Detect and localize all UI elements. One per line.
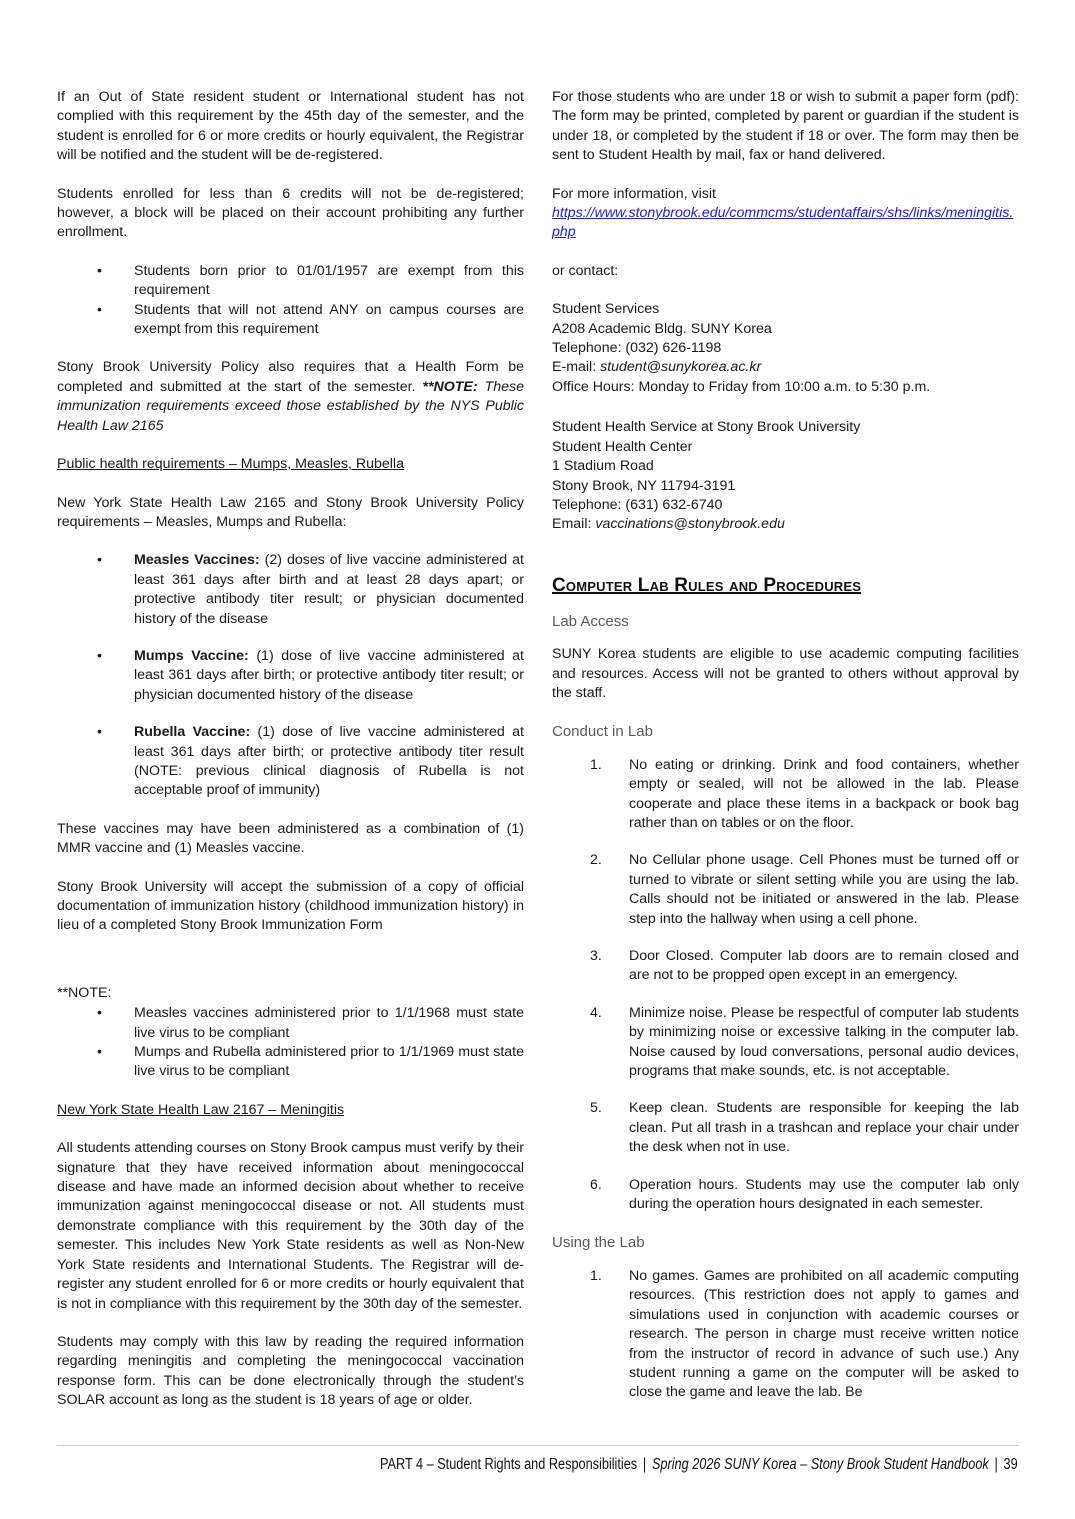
subheading-conduct-in-lab: Conduct in Lab <box>552 723 653 741</box>
email-label: Email: <box>552 516 596 533</box>
paragraph-documentation-submission: Stony Brook University will accept the submission of a copy of official documentation of immunization history (childhood immunization history) in lieu of a completed Stony Brook Immunization Form <box>57 878 524 934</box>
list-item <box>57 647 524 705</box>
vaccine-name-bold: Mumps Vaccine: <box>134 647 249 664</box>
footer-separator: | <box>643 1456 647 1473</box>
vaccine-bullet-list <box>57 551 524 800</box>
page-footer <box>380 1455 1018 1475</box>
vaccine-detail: (1) dose of live vaccine administered at least 361 days after birth; or protective antibody titer result; or physician documented history of the disease <box>134 647 524 703</box>
list-item: Operation hours. Students may use the computer lab only during the operation hours designated in each semester. <box>629 1176 1019 1213</box>
list-item: Minimize noise. Please be respectful of computer lab students by minimizing noise or excessive talking in the computer lab. Noise caused by loud conversations, personal audio devices, programs that make sounds, etc. is not acceptable. <box>629 1004 1019 1080</box>
paragraph-deregistration: If an Out of State resident student or International student has not complied with this requirement by the 45th day of the semester, and the student is enrolled for 6 or more credits or hourly equivalent, the Registrar will be notified and the student will be de-registered. <box>57 89 524 164</box>
contact-block-stony-brook <box>552 418 1019 534</box>
paragraph-health-form-note <box>57 358 524 436</box>
left-column <box>57 88 524 1430</box>
contact-phone: Telephone: (032) 626-1198 <box>552 340 722 357</box>
list-item <box>57 723 524 801</box>
vaccine-detail: (1) dose of live vaccine administered at least 361 days after birth; or protective antibody titer result (NOTE: previous clinical diagnosis of Rubella is not acceptable proof of immunity) <box>134 724 524 799</box>
footer-separator: | <box>994 1456 999 1473</box>
list-item: Keep clean. Students are responsible for keeping the lab clean. Put all trash in a trashcan and replace your chair under the desk when not in use. <box>629 1100 1019 1156</box>
footer-section-label: PART 4 – Student Rights and Responsibilities <box>380 1456 638 1473</box>
contact-name: Student Health Service at Stony Brook University <box>552 419 861 436</box>
or-contact-label: or contact: <box>552 262 619 279</box>
footer-handbook-title: Spring 2026 SUNY Korea – Stony Brook Student Handbook <box>652 1456 990 1473</box>
vaccine-name-bold: Rubella Vaccine: <box>134 724 251 741</box>
list-item: Door Closed. Computer lab doors are to remain closed and are not to be propped open except in an emergency. <box>629 948 1019 984</box>
section-heading-computer-lab-rules: Computer Lab Rules and Procedures <box>552 574 862 596</box>
list-item: No games. Games are prohibited on all academic computing resources. (This restriction does not apply to games and simulations used in conjunction with academic courses or research. The person in charge must receive written notice from the instructor of record in advance of such use.) Any student running a game on the computer will be asked to close the game and leave the lab. Be <box>629 1267 1019 1401</box>
using-lab-numbered-list <box>552 1267 1019 1403</box>
subheading-lab-access: Lab Access <box>552 612 629 630</box>
contact-office-hours: Office Hours: Monday to Friday from 10:00 a.m. to 5:30 p.m. <box>552 378 931 395</box>
subheading-public-health-requirements: Public health requirements – Mumps, Measles, Rubella <box>57 456 404 473</box>
paragraph-under-18-form: For those students who are under 18 or wish to submit a paper form (pdf): The form may be printed, completed by parent or guardian if the student is under 18, or completed by the student if 18 or over. The form may then be sent to Student Health by mail, fax or hand delivered. <box>552 89 1019 164</box>
contact-building: Student Health Center <box>552 438 693 455</box>
contact-email-line <box>552 515 1019 534</box>
list-item: No Cellular phone usage. Cell Phones must be turned off or turned to vibrate or silent setting while you are using the lab. Calls should not be initiated or answered in the lab. Please step into the hallway when using a cell phone. <box>629 852 1019 927</box>
list-item: No eating or drinking. Drink and food containers, whether empty or sealed, will not be allowed in the lab. Please cooperate and place these items in a backpack or book bag rather than on tables or on the floor. <box>629 756 1019 831</box>
right-column <box>552 88 1019 1430</box>
note-emphasis: **NOTE: <box>422 378 478 395</box>
text-run: Stony Brook University Policy also requires that a Health Form be completed and submitted at the start of the semester. <box>57 359 524 395</box>
footer-divider <box>57 1445 1019 1446</box>
list-item <box>57 551 524 629</box>
contact-phone: Telephone: (631) 632-6740 <box>552 496 723 513</box>
contact-address: A208 Academic Bldg. SUNY Korea <box>552 320 772 337</box>
list-item: • Students that will not attend ANY on campus courses are exempt from this requirement <box>57 301 524 340</box>
more-info-label: For more information, visit <box>552 185 716 202</box>
email-address: student@sunykorea.ac.kr <box>600 359 762 376</box>
subheading-meningitis-law: New York State Health Law 2167 – Meningitis <box>57 1101 345 1118</box>
exemption-bullet-list <box>57 262 524 340</box>
note-label: **NOTE: <box>57 984 112 1001</box>
list-item: • Measles vaccines administered prior to 1/1/1968 must state live virus to be compliant <box>57 1004 524 1043</box>
meningitis-info-link[interactable]: https://www.stonybrook.edu/commcms/studentaffairs/shs/links/meningitis.php <box>552 205 1014 241</box>
paragraph-law-2165: New York State Health Law 2165 and Stony Brook University Policy requirements – Measles, Mumps and Rubella: <box>57 494 524 530</box>
contact-city-zip: Stony Brook, NY 11794-3191 <box>552 477 736 494</box>
paragraph-lab-access: SUNY Korea students are eligible to use academic computing facilities and resources. Access will not be granted to others without approval by the staff. <box>552 646 1019 701</box>
paragraph-comply-solar: Students may comply with this law by reading the required information regarding meningitis and completing the meningococcal vaccination response form. This can be done electronically through the student’s SOLAR account as long as the student is 18 years of age or older. <box>57 1333 524 1409</box>
contact-block-suny-korea <box>552 300 1019 397</box>
page-number: 39 <box>1003 1456 1018 1473</box>
list-item: • Students born prior to 01/01/1957 are exempt from this requirement <box>57 262 524 301</box>
email-label: E-mail: <box>552 359 601 376</box>
text-run-italic: These immunization requirements exceed those established by the NYS Public Health Law 2165 <box>57 378 524 434</box>
vaccine-name-bold: Measles Vaccines: <box>134 552 260 569</box>
paragraph-more-information <box>552 185 1019 243</box>
email-address: vaccinations@stonybrook.edu <box>595 516 785 533</box>
conduct-numbered-list <box>552 756 1019 1215</box>
paragraph-enrollment-block: Students enrolled for less than 6 credits will not be de-registered; however, a block will be placed on their account prohibiting any further enrollment. <box>57 185 524 241</box>
list-item: • Mumps and Rubella administered prior to 1/1/1969 must state live virus to be compliant <box>57 1043 524 1082</box>
vaccine-detail: (2) doses of live vaccine administered at least 361 days after birth and at least 28 days apart; or protective antibody titer result; or physician documented history of the disease <box>134 552 524 627</box>
contact-email-line <box>552 358 1019 377</box>
subheading-using-the-lab: Using the Lab <box>552 1234 645 1252</box>
two-column-layout <box>57 88 1019 1430</box>
contact-street: 1 Stadium Road <box>552 458 654 475</box>
contact-name: Student Services <box>552 301 660 318</box>
note-bullet-list <box>57 1004 524 1082</box>
paragraph-mmr-combination: These vaccines may have been administered as a combination of (1) MMR vaccine and (1) Measles vaccine. <box>57 820 524 857</box>
paragraph-meningitis-requirement: All students attending courses on Stony Brook campus must verify by their signature that they have received information about meningococcal disease and have made an informed decision about whether to receive immunization against meningococcal disease or not. All students must demonstrate compliance with this requirement by the 30th day of the semester. This includes New York State residents as well as Non-New York State residents and International Students. The Registrar will de-register any student enrolled for 6 or more credits or hourly equivalent that is not in compliance with this requirement by the 30th day of the semester. <box>57 1140 524 1312</box>
